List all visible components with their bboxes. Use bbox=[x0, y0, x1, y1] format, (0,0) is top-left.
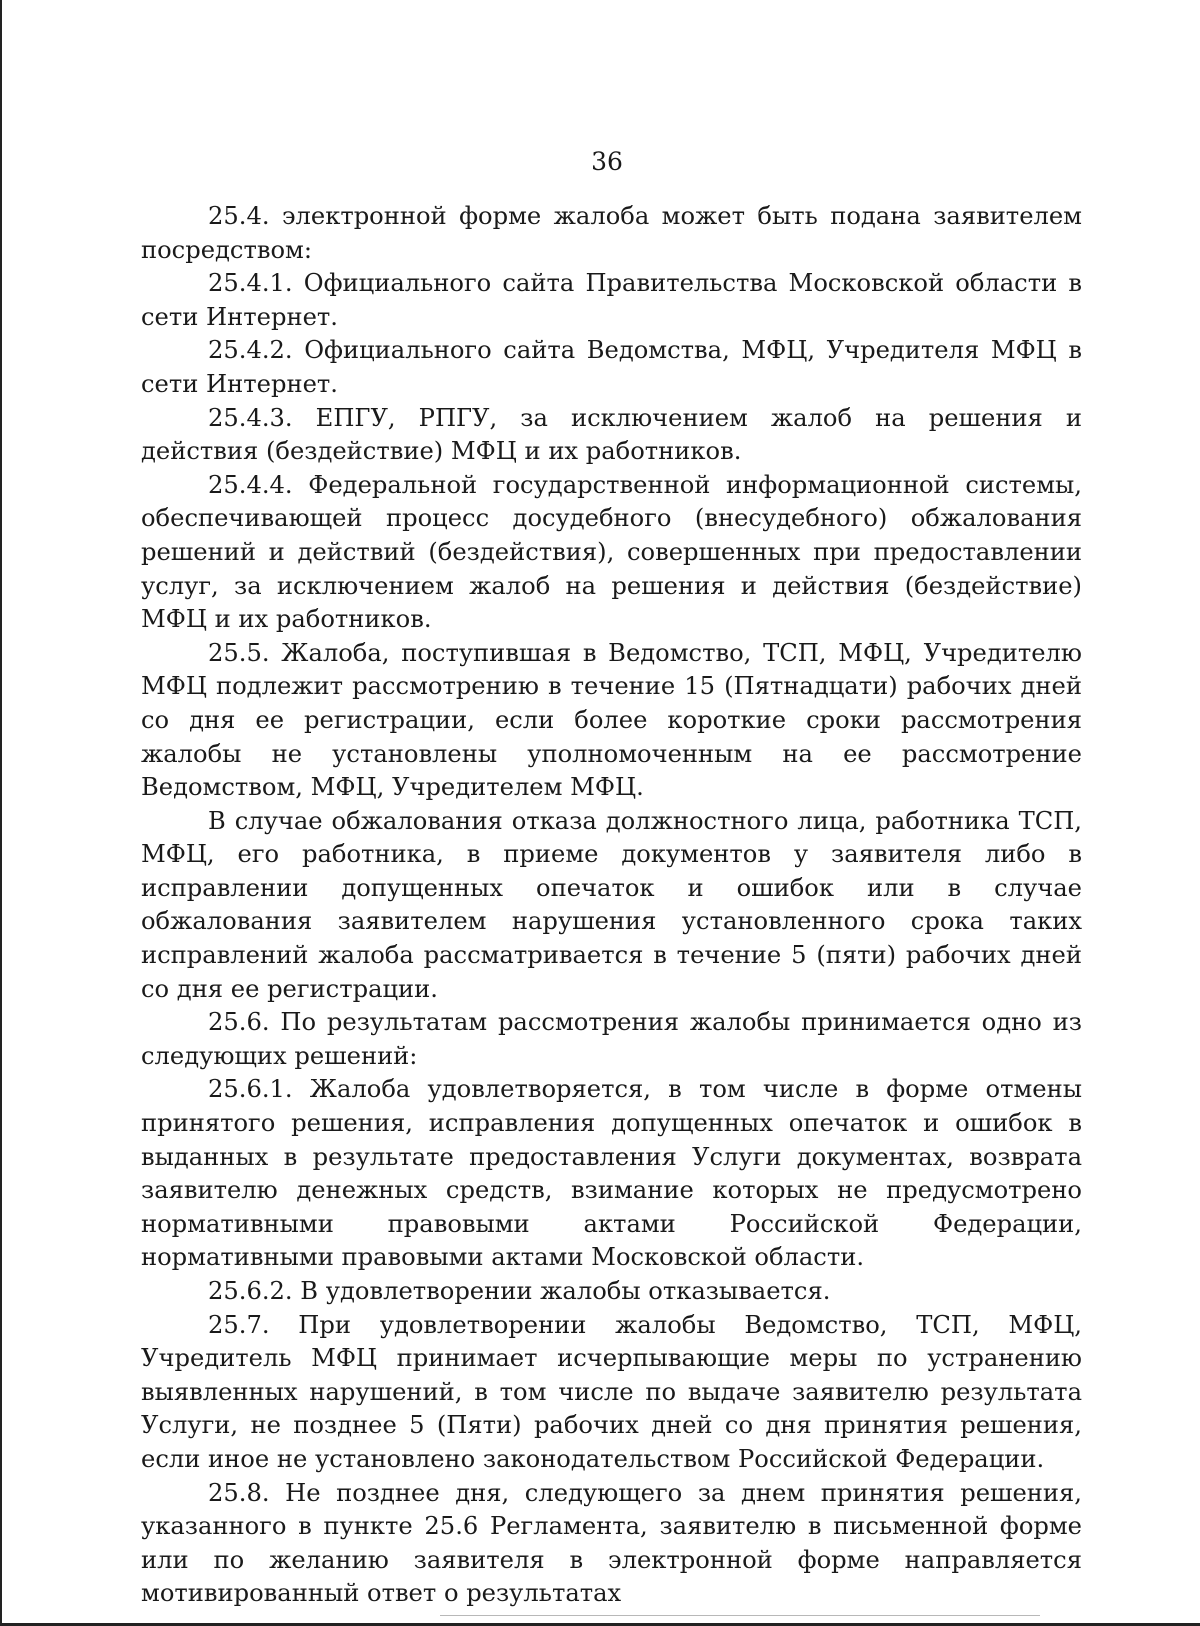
paragraph-25-8: 25.8. Не позднее дня, следующего за днем принятия решения, указанного в пункте 25.6 Регламента, заявителю в письменной форме или по желанию заявителя в электронной форме направляется мотивированный ответ о результатах bbox=[141, 1478, 1082, 1608]
page-number: 36 bbox=[591, 147, 623, 176]
document-body bbox=[141, 200, 1082, 1611]
paragraph-25-7: 25.7. При удовлетворении жалобы Ведомство, ТСП, МФЦ, Учредитель МФЦ принимает исчерпывающие меры по устранению выявленных нарушений, в том числе по выдаче заявителю результата Услуги, не позднее 5 (Пяти) рабочих дней со дня принятия решения, если иное не установлено законодательством Российской Федерации. bbox=[141, 1310, 1082, 1473]
paragraph-25-6-2: 25.6.2. В удовлетворении жалобы отказывается. bbox=[208, 1277, 831, 1305]
scan-edge-bottom-line bbox=[440, 1615, 1040, 1616]
paragraph-25-4: 25.4. электронной форме жалоба может быть подана заявителем посредством: bbox=[141, 202, 1082, 264]
paragraph-25-4-4: 25.4.4. Федеральной государственной информационной системы, обеспечивающей процесс досудебного (внесудебного) обжалования решений и действий (бездействия), совершенных при предоставлении услуг, за исключением жалоб на решения и действия (бездействие) МФЦ и их работников. bbox=[141, 470, 1082, 634]
paragraph-25-5: 25.5. Жалоба, поступившая в Ведомство, ТСП, МФЦ, Учредителю МФЦ подлежит рассмотрению в течение 15 (Пятнадцати) рабочих дней со дня ее регистрации, если более короткие сроки рассмотрения жалобы не установлены уполномоченным на ее рассмотрение Ведомством, МФЦ, Учредителем МФЦ. bbox=[141, 638, 1082, 802]
paragraph-25-6-1: 25.6.1. Жалоба удовлетворяется, в том числе в форме отмены принятого решения, исправления допущенных опечаток и ошибок в выданных в результате предоставления Услуги документах, возврата заявителю денежных средств, взимание которых не предусмотрено нормативными правовыми актами Российской Федерации, нормативными правовыми актами Московской области. bbox=[141, 1075, 1082, 1272]
paragraph-25-6: 25.6. По результатам рассмотрения жалобы принимается одно из следующих решений: bbox=[141, 1008, 1082, 1070]
scan-edge-left bbox=[0, 0, 2, 1626]
paragraph-25-4-3: 25.4.3. ЕПГУ, РПГУ, за исключением жалоб на решения и действия (бездействие) МФЦ и их работников. bbox=[141, 403, 1082, 466]
paragraph-25-4-1: 25.4.1. Официального сайта Правительства Московской области в сети Интернет. bbox=[141, 269, 1082, 331]
paragraph-25-5-continued: В случае обжалования отказа должностного лица, работника ТСП, МФЦ, его работника, в приеме документов у заявителя либо в исправлении допущенных опечаток и ошибок или в случае обжалования заявителем нарушения установленного срока таких исправлений жалоба рассматривается в течение 5 (пяти) рабочих дней со дня ее регистрации. bbox=[141, 806, 1082, 1003]
paragraph-25-4-2: 25.4.2. Официального сайта Ведомства, МФЦ, Учредителя МФЦ в сети Интернет. bbox=[141, 336, 1082, 398]
